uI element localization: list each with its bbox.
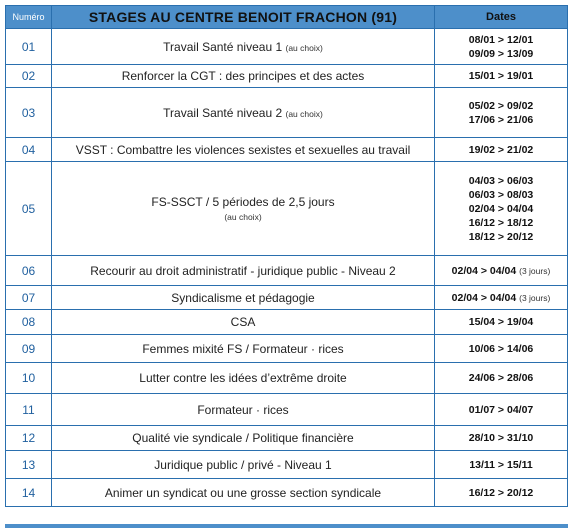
row-title-cell (52, 286, 435, 310)
row-dates-cell (435, 65, 568, 88)
table-row (6, 479, 568, 507)
header-row (6, 6, 568, 29)
row-title: Travail Santé niveau 1 (163, 39, 283, 54)
row-dates-cell (435, 138, 568, 162)
table-row (6, 88, 568, 138)
date-range: 17/06 > 21/06 (468, 113, 534, 126)
table-row (6, 162, 568, 256)
table-row (6, 451, 568, 479)
date-range: 05/02 > 09/02 (468, 99, 534, 112)
row-number: 06 (6, 256, 52, 286)
date-range: 02/04 > 04/04 (451, 291, 517, 304)
row-title: Femmes mixité FS / Formateur · rices (142, 341, 344, 356)
table-row (6, 394, 568, 426)
row-title-cell (52, 65, 435, 88)
date-range: 13/11 > 15/11 (469, 458, 533, 471)
date-range: 06/03 > 08/03 (468, 188, 534, 201)
row-dates-cell (435, 310, 568, 335)
row-number: 12 (6, 426, 52, 451)
row-number: 03 (6, 88, 52, 138)
table-row (6, 29, 568, 65)
row-dates-cell (435, 451, 568, 479)
row-title: CSA (230, 315, 256, 329)
row-dates-cell (435, 479, 568, 507)
header-numero: Numéro (6, 6, 52, 29)
row-title-cell (52, 138, 435, 162)
stages-table (5, 5, 568, 507)
table-row (6, 138, 568, 162)
row-title-cell (52, 310, 435, 335)
table-row (6, 363, 568, 394)
table-body (6, 29, 568, 507)
row-title: Formateur · rices (197, 402, 289, 417)
row-dates-cell (435, 29, 568, 65)
row-number: 10 (6, 363, 52, 394)
date-duration-note: (3 jours) (519, 265, 551, 276)
row-title: FS-SSCT / 5 périodes de 2,5 jours (151, 194, 335, 209)
date-range: 01/07 > 04/07 (468, 403, 534, 416)
row-number: 14 (6, 479, 52, 507)
row-title-cell (52, 363, 435, 394)
table-row (6, 286, 568, 310)
row-title: Recourir au droit administratif - juridique public - Niveau 2 (90, 263, 396, 278)
table-row (6, 310, 568, 335)
row-dates-cell (435, 162, 568, 256)
date-range: 02/04 > 04/04 (468, 202, 534, 215)
date-range: 24/06 > 28/06 (468, 372, 534, 384)
table-row (6, 65, 568, 88)
row-dates-cell (435, 286, 568, 310)
row-dates-cell (435, 426, 568, 451)
row-title-cell (52, 335, 435, 363)
row-dates-cell (435, 256, 568, 286)
row-title: Travail Santé niveau 2 (163, 105, 283, 120)
header-dates: Dates (435, 6, 568, 29)
row-number: 01 (6, 29, 52, 65)
row-title-cell (52, 29, 435, 65)
date-range: 16/12 > 20/12 (468, 486, 534, 499)
table-row (6, 256, 568, 286)
date-range: 10/06 > 14/06 (468, 342, 534, 355)
row-title-cell (52, 451, 435, 479)
row-dates-cell (435, 88, 568, 138)
date-range: 28/10 > 31/10 (468, 432, 534, 444)
date-range: 19/02 > 21/02 (468, 143, 534, 156)
row-number: 05 (6, 162, 52, 256)
date-range: 16/12 > 18/12 (468, 216, 534, 229)
row-dates-cell (435, 335, 568, 363)
table-row (6, 335, 568, 363)
row-title-cell (52, 256, 435, 286)
row-number: 09 (6, 335, 52, 363)
date-duration-note: (3 jours) (519, 292, 551, 303)
row-number: 08 (6, 310, 52, 335)
row-title: Juridique public / privé - Niveau 1 (154, 457, 332, 472)
row-dates-cell (435, 363, 568, 394)
date-range: 04/03 > 06/03 (468, 174, 534, 187)
date-range: 15/01 > 19/01 (468, 70, 534, 82)
date-range: 02/04 > 04/04 (451, 264, 517, 277)
row-number: 04 (6, 138, 52, 162)
date-range: 08/01 > 12/01 (468, 33, 534, 46)
row-title-cell (52, 162, 435, 256)
row-title-cell (52, 479, 435, 507)
table-row (6, 426, 568, 451)
row-number: 07 (6, 286, 52, 310)
row-title: Animer un syndicat ou une grosse section syndicale (104, 485, 382, 500)
date-range: 09/09 > 13/09 (468, 47, 534, 60)
row-title: Syndicalisme et pédagogie (171, 290, 315, 305)
row-dates-cell (435, 394, 568, 426)
row-title: Lutter contre les idées d’extrême droite (139, 371, 347, 385)
row-title-cell (52, 394, 435, 426)
row-title: VSST : Combattre les violences sexistes et sexuelles au travail (75, 142, 411, 157)
date-range: 15/04 > 19/04 (468, 316, 534, 328)
row-title-cell (52, 426, 435, 451)
date-range: 18/12 > 20/12 (468, 230, 534, 243)
row-number: 02 (6, 65, 52, 88)
row-title-note: (au choix) (224, 211, 262, 222)
row-number: 13 (6, 451, 52, 479)
bottom-border (5, 524, 568, 528)
row-number: 11 (6, 394, 52, 426)
header-title: STAGES AU CENTRE BENOIT FRACHON (91) (52, 6, 435, 29)
row-title: Renforcer la CGT : des principes et des actes (121, 69, 365, 83)
row-title: Qualité vie syndicale / Politique financière (132, 431, 354, 445)
row-title-cell (52, 88, 435, 138)
row-title-note: (au choix) (285, 42, 323, 53)
row-title-note: (au choix) (285, 108, 323, 119)
